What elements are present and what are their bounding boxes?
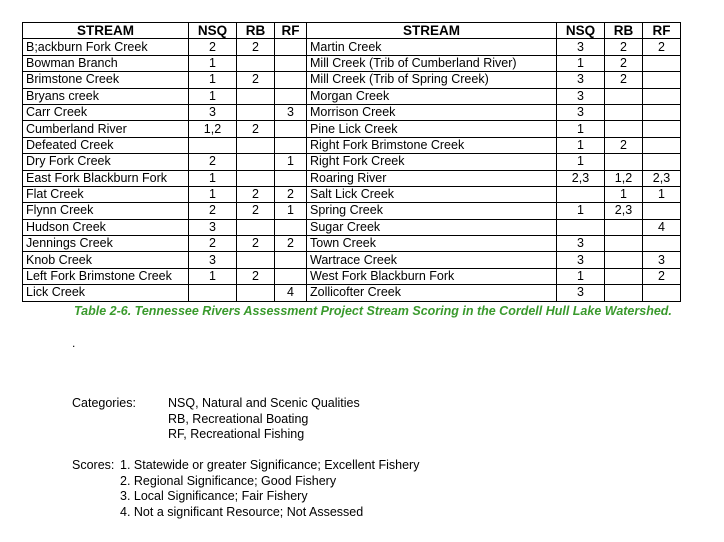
category-item: NSQ, Natural and Scenic Qualities (168, 396, 360, 410)
cell-rf-right: 4 (643, 219, 681, 235)
cell-rf-right (643, 137, 681, 153)
cell-rb-right: 1 (605, 186, 643, 202)
cell-nsq-right: 1 (557, 154, 605, 170)
table-row (23, 236, 681, 252)
cell-rb-right: 2,3 (605, 203, 643, 219)
score-item: 1. Statewide or greater Significance; Excellent Fishery (120, 458, 420, 472)
cell-rf-left (275, 219, 307, 235)
cell-rf-right (643, 121, 681, 137)
cell-rf-right: 2 (643, 268, 681, 284)
cell-nsq-left (189, 285, 237, 301)
cell-stream-name-left: Flat Creek (23, 186, 189, 202)
cell-nsq-right: 3 (557, 104, 605, 120)
cell-stream-name-right: Martin Creek (307, 39, 557, 55)
cell-rf-right (643, 236, 681, 252)
cell-rb-right (605, 285, 643, 301)
cell-stream-name-right: Salt Lick Creek (307, 186, 557, 202)
cell-rb-right (605, 268, 643, 284)
cell-stream-name-right: Pine Lick Creek (307, 121, 557, 137)
table-body (23, 39, 681, 301)
cell-nsq-right: 1 (557, 55, 605, 71)
cell-nsq-right (557, 219, 605, 235)
cell-nsq-left: 2 (189, 154, 237, 170)
categories-label: Categories: (72, 396, 136, 410)
cell-rf-left (275, 252, 307, 268)
cell-stream-name-left: Cumberland River (23, 121, 189, 137)
table-row (23, 285, 681, 301)
cell-stream-name-left: Carr Creek (23, 104, 189, 120)
cell-nsq-left: 2 (189, 203, 237, 219)
header-stream-left: STREAM (23, 23, 189, 39)
cell-stream-name-left: B;ackburn Fork Creek (23, 39, 189, 55)
cell-stream-name-right: Right Fork Creek (307, 154, 557, 170)
cell-rb-left (237, 170, 275, 186)
cell-rf-right (643, 203, 681, 219)
cell-rb-right (605, 104, 643, 120)
cell-stream-name-left: Left Fork Brimstone Creek (23, 268, 189, 284)
table-row (23, 39, 681, 55)
cell-stream-name-left: East Fork Blackburn Fork (23, 170, 189, 186)
cell-stream-name-left: Lick Creek (23, 285, 189, 301)
stray-mark: . (72, 336, 76, 350)
cell-stream-name-left: Defeated Creek (23, 137, 189, 153)
cell-rb-left: 2 (237, 72, 275, 88)
cell-nsq-right: 3 (557, 72, 605, 88)
table-row (23, 72, 681, 88)
cell-nsq-right: 1 (557, 268, 605, 284)
table-row (23, 268, 681, 284)
cell-rb-right (605, 236, 643, 252)
cell-rb-left (237, 154, 275, 170)
cell-rf-right (643, 55, 681, 71)
cell-nsq-left: 1 (189, 72, 237, 88)
cell-rf-left (275, 268, 307, 284)
cell-rf-left (275, 170, 307, 186)
cell-nsq-left: 1 (189, 268, 237, 284)
cell-rf-right: 2,3 (643, 170, 681, 186)
table-row (23, 137, 681, 153)
cell-rb-right (605, 121, 643, 137)
cell-rb-left (237, 252, 275, 268)
cell-rf-right: 2 (643, 39, 681, 55)
header-nsq-left: NSQ (189, 23, 237, 39)
cell-stream-name-right: Sugar Creek (307, 219, 557, 235)
cell-nsq-left: 1,2 (189, 121, 237, 137)
cell-stream-name-left: Bryans creek (23, 88, 189, 104)
table-caption: Table 2-6. Tennessee Rivers Assessment Project Stream Scoring in the Cordell Hull Lake Watershed. (74, 304, 672, 318)
cell-nsq-left: 3 (189, 219, 237, 235)
table-row (23, 170, 681, 186)
cell-nsq-right: 3 (557, 39, 605, 55)
cell-rf-left (275, 72, 307, 88)
cell-nsq-right: 2,3 (557, 170, 605, 186)
cell-rf-right (643, 154, 681, 170)
cell-rf-left: 4 (275, 285, 307, 301)
categories-list (168, 396, 360, 443)
cell-rf-left: 1 (275, 154, 307, 170)
stream-scoring-table (22, 22, 681, 302)
cell-rf-right: 1 (643, 186, 681, 202)
header-rf-right: RF (643, 23, 681, 39)
cell-nsq-right: 1 (557, 121, 605, 137)
cell-stream-name-right: Morrison Creek (307, 104, 557, 120)
table-header-row (23, 23, 681, 39)
cell-stream-name-right: Mill Creek (Trib of Spring Creek) (307, 72, 557, 88)
cell-stream-name-right: Town Creek (307, 236, 557, 252)
cell-stream-name-right: Morgan Creek (307, 88, 557, 104)
score-item: 4. Not a significant Resource; Not Assessed (120, 504, 364, 519)
cell-rf-left: 1 (275, 203, 307, 219)
cell-rb-left: 2 (237, 186, 275, 202)
cell-stream-name-left: Flynn Creek (23, 203, 189, 219)
table-row (23, 154, 681, 170)
cell-rb-left (237, 219, 275, 235)
scores-list (120, 458, 419, 520)
cell-rf-left: 2 (275, 236, 307, 252)
cell-rb-left: 2 (237, 236, 275, 252)
cell-nsq-right: 3 (557, 285, 605, 301)
table-row (23, 104, 681, 120)
table-row (23, 219, 681, 235)
cell-rb-left: 2 (237, 203, 275, 219)
cell-nsq-right: 3 (557, 236, 605, 252)
cell-nsq-left (189, 137, 237, 153)
cell-stream-name-left: Dry Fork Creek (23, 154, 189, 170)
cell-rb-right (605, 154, 643, 170)
cell-nsq-right: 3 (557, 88, 605, 104)
cell-rb-left (237, 104, 275, 120)
cell-nsq-right: 1 (557, 203, 605, 219)
cell-nsq-left: 1 (189, 88, 237, 104)
cell-rb-right: 2 (605, 72, 643, 88)
cell-stream-name-left: Brimstone Creek (23, 72, 189, 88)
cell-rf-right (643, 88, 681, 104)
cell-rb-right (605, 252, 643, 268)
cell-rb-right: 2 (605, 39, 643, 55)
cell-rb-left (237, 88, 275, 104)
cell-stream-name-right: Zollicofter Creek (307, 285, 557, 301)
header-rb-left: RB (237, 23, 275, 39)
table-row (23, 55, 681, 71)
table-row (23, 203, 681, 219)
cell-rb-left (237, 285, 275, 301)
score-item: 2. Regional Significance; Good Fishery (120, 473, 337, 488)
cell-rf-right (643, 104, 681, 120)
category-item: RF, Recreational Fishing (168, 427, 305, 441)
cell-rb-left: 2 (237, 121, 275, 137)
cell-rf-left: 3 (275, 104, 307, 120)
header-rf-left: RF (275, 23, 307, 39)
cell-nsq-right: 1 (557, 137, 605, 153)
header-rb-right: RB (605, 23, 643, 39)
cell-rf-left (275, 137, 307, 153)
cell-nsq-left: 1 (189, 55, 237, 71)
cell-stream-name-right: Right Fork Brimstone Creek (307, 137, 557, 153)
cell-nsq-left: 3 (189, 104, 237, 120)
cell-stream-name-left: Jennings Creek (23, 236, 189, 252)
cell-nsq-left: 3 (189, 252, 237, 268)
cell-rf-left (275, 121, 307, 137)
table-row (23, 88, 681, 104)
cell-rf-right (643, 285, 681, 301)
category-item: RB, Recreational Boating (168, 411, 309, 426)
cell-rf-left (275, 55, 307, 71)
cell-rb-left (237, 137, 275, 153)
cell-nsq-left: 2 (189, 39, 237, 55)
cell-rf-right: 3 (643, 252, 681, 268)
cell-rb-left: 2 (237, 268, 275, 284)
cell-rf-left: 2 (275, 186, 307, 202)
cell-stream-name-left: Bowman Branch (23, 55, 189, 71)
cell-stream-name-right: West Fork Blackburn Fork (307, 268, 557, 284)
cell-rb-right: 2 (605, 55, 643, 71)
cell-stream-name-left: Hudson Creek (23, 219, 189, 235)
cell-stream-name-right: Wartrace Creek (307, 252, 557, 268)
cell-rb-right (605, 88, 643, 104)
cell-rb-left: 2 (237, 39, 275, 55)
cell-nsq-left: 2 (189, 236, 237, 252)
table-row (23, 252, 681, 268)
cell-stream-name-right: Mill Creek (Trib of Cumberland River) (307, 55, 557, 71)
cell-nsq-right (557, 186, 605, 202)
cell-rb-right: 1,2 (605, 170, 643, 186)
table-row (23, 121, 681, 137)
cell-rf-right (643, 72, 681, 88)
cell-stream-name-right: Roaring River (307, 170, 557, 186)
cell-stream-name-right: Spring Creek (307, 203, 557, 219)
cell-nsq-left: 1 (189, 170, 237, 186)
cell-nsq-right: 3 (557, 252, 605, 268)
cell-rf-left (275, 39, 307, 55)
cell-rb-right (605, 219, 643, 235)
cell-stream-name-left: Knob Creek (23, 252, 189, 268)
header-stream-right: STREAM (307, 23, 557, 39)
score-item: 3. Local Significance; Fair Fishery (120, 489, 308, 503)
cell-nsq-left: 1 (189, 186, 237, 202)
scores-label: Scores: (72, 458, 115, 472)
cell-rb-left (237, 55, 275, 71)
table-row (23, 186, 681, 202)
header-nsq-right: NSQ (557, 23, 605, 39)
cell-rf-left (275, 88, 307, 104)
cell-rb-right: 2 (605, 137, 643, 153)
